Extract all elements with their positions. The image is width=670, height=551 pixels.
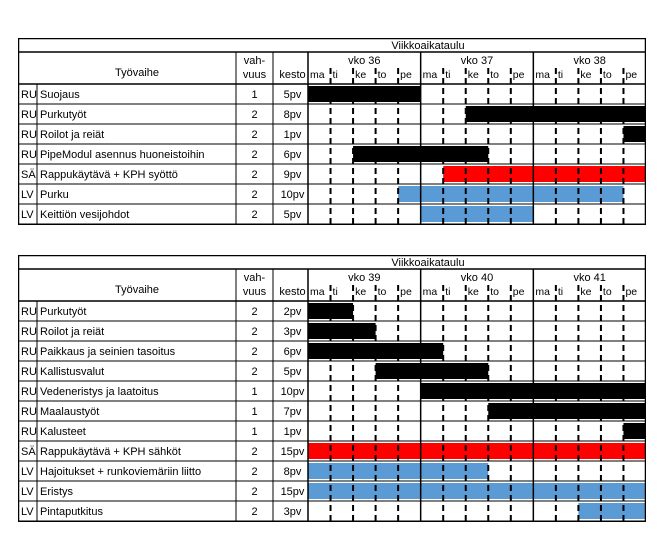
task-duration: 5pv [283,89,302,101]
day-label-ke: ke [467,69,479,81]
week-label: vko 41 [573,272,606,284]
task-duration: 6pv [283,346,302,358]
week-label: vko 40 [460,272,494,284]
gantt-bar-blue [421,206,534,222]
task-crew: 2 [251,466,258,478]
header-tyovaihe: Työvaihe [114,284,160,296]
weekly-schedule-table-2 [18,255,646,522]
task-crew: 1 [251,386,258,398]
task-code: SÄ [21,169,36,181]
day-label-pe: pe [400,286,412,298]
gantt-bar-black [308,323,376,339]
day-label-ke: ke [355,286,367,298]
task-crew: 2 [251,109,258,121]
task-code: RU [21,89,37,101]
day-label-pe: pe [512,69,525,81]
day-label-ti: ti [332,286,338,298]
gantt-bar-black [623,126,646,142]
day-label-ke: ke [355,69,367,81]
task-code: RU [21,366,37,378]
task-crew: 2 [251,129,258,141]
task-duration: 8pv [283,109,302,121]
task-code: LV [21,506,34,518]
day-label-pe: pe [400,69,412,81]
day-label-to: to [377,286,387,298]
header-vah: vah- [243,272,266,284]
day-label-ma: ma [422,69,438,81]
task-duration: 3pv [283,506,302,518]
day-label-pe: pe [625,69,638,81]
task-duration: 2pv [283,306,302,318]
task-name: Keittiön vesijohdot [40,209,130,221]
task-name: Pintaputkitus [40,506,103,518]
task-name: Kallistusvalut [40,366,105,378]
gantt-bar-black [488,403,646,419]
task-duration: 5pv [283,209,302,221]
day-label-ma: ma [535,286,550,298]
day-label-ti: ti [557,69,564,81]
day-label-ti: ti [557,286,564,298]
day-label-ke: ke [580,69,592,81]
task-name: Vedeneristys ja laatoitus [40,386,159,398]
task-crew: 2 [251,169,258,181]
task-crew: 2 [251,306,258,318]
day-label-to: to [602,286,612,298]
task-duration: 5pv [283,366,302,378]
task-name: Rappukäytävä + KPH syöttö [40,169,178,181]
gantt-bar-red [443,166,646,182]
task-crew: 2 [251,326,258,338]
gantt-bar-red [308,443,646,459]
task-crew: 1 [251,89,258,101]
task-duration: 8pv [283,466,302,478]
task-crew: 2 [251,189,258,201]
task-crew: 2 [251,209,258,221]
task-name: PipeModul asennus huoneistoihin [40,149,205,161]
task-crew: 2 [251,346,258,358]
schedule-title: Viikkoaikataulu [391,257,465,269]
day-label-ke: ke [580,286,592,298]
day-label-ma: ma [310,286,325,298]
task-name: Paikkaus ja seinien tasoitus [40,346,176,358]
header-tyovaihe: Työvaihe [114,67,160,79]
task-name: Roilot ja reiät [40,326,105,338]
week-label: vko 39 [348,272,381,284]
task-name: Suojaus [40,89,80,101]
task-crew: 2 [251,366,258,378]
task-crew: 1 [251,406,258,418]
day-label-ti: ti [332,69,338,81]
task-name: Roilot ja reiät [40,129,105,141]
week-label: vko 36 [348,55,381,67]
task-duration: 6pv [283,149,302,161]
task-duration: 1pv [283,426,302,438]
gantt-bar-blue [308,483,646,499]
task-code: RU [21,306,37,318]
task-crew: 1 [251,426,258,438]
task-crew: 2 [251,486,258,498]
schedule-title: Viikkoaikataulu [391,40,465,52]
gantt-bar-blue [578,503,646,519]
header-kesto: kesto [279,69,306,81]
task-name: Purkutyöt [40,109,87,121]
header-vuus: vuus [242,286,267,298]
task-code: RU [21,346,37,358]
task-duration: 3pv [283,326,302,338]
task-crew: 2 [251,149,258,161]
task-name: Hajoitukset + runkoviemäriin liitto [40,466,202,478]
schedule-grid [18,255,646,522]
task-code: LV [21,486,34,498]
week-label: vko 37 [460,55,494,67]
task-code: RU [21,406,37,418]
task-code: SÄ [21,446,36,458]
schedule-grid [18,38,646,225]
day-label-ke: ke [467,286,479,298]
header-vah: vah- [243,55,266,67]
task-name: Kalusteet [40,426,86,438]
day-label-ma: ma [422,286,438,298]
task-duration: 15pv [280,486,305,498]
task-duration: 15pv [280,446,305,458]
task-name: Eristys [40,486,73,498]
task-duration: 10pv [280,189,305,201]
weekly-schedule-table-1 [18,38,646,225]
week-label: vko 38 [573,55,606,67]
day-label-ma: ma [310,69,325,81]
task-crew: 2 [251,446,258,458]
gantt-bar-black [308,86,421,102]
day-label-ma: ma [535,69,550,81]
task-name: Rappukäytävä + KPH sähköt [40,446,181,458]
gantt-bar-black [376,363,489,379]
task-code: LV [21,189,34,201]
task-duration: 10pv [280,386,305,398]
task-code: RU [21,386,37,398]
task-code: RU [21,109,37,121]
task-name: Purkutyöt [40,306,87,318]
day-label-ti: ti [445,69,451,81]
task-code: RU [21,326,37,338]
day-label-to: to [490,286,500,298]
task-name: Maalaustyöt [40,406,100,418]
day-label-ti: ti [445,286,451,298]
task-code: LV [21,466,34,478]
header-kesto: kesto [279,286,306,298]
task-name: Purku [40,189,69,201]
task-code: LV [21,209,34,221]
task-duration: 9pv [283,169,302,181]
day-label-to: to [490,69,500,81]
task-crew: 2 [251,506,258,518]
gantt-bar-black [623,423,646,439]
task-code: RU [21,426,37,438]
header-vuus: vuus [242,69,267,81]
day-label-to: to [602,69,612,81]
task-code: RU [21,129,37,141]
task-duration: 7pv [283,406,302,418]
task-duration: 1pv [283,129,302,141]
day-label-pe: pe [512,286,525,298]
task-code: RU [21,149,37,161]
day-label-pe: pe [625,286,638,298]
day-label-to: to [377,69,387,81]
